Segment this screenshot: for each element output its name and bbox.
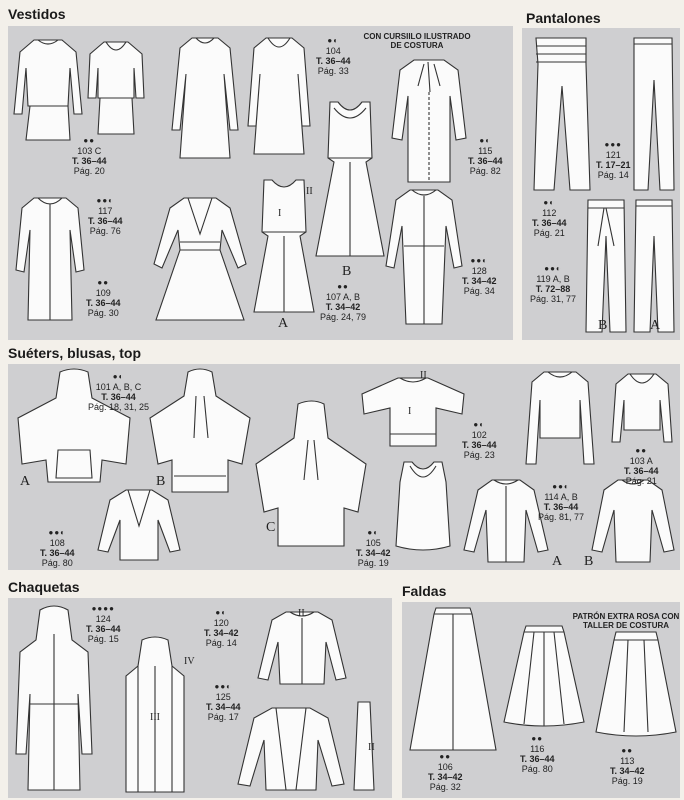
label-119: ●●◐ 119 A, B T. 72–88 Pág. 31, 77 xyxy=(530,264,577,304)
letter-107-b: B xyxy=(342,264,352,279)
garment-103a-back xyxy=(610,370,674,450)
label-125: ●●◐ 125 T. 34–44 Pág. 17 xyxy=(206,682,241,722)
label-108: ●●◐ 108 T. 36–44 Pág. 80 xyxy=(40,528,75,568)
letter-107-a: A xyxy=(278,316,289,331)
note-curso: CON CURSIILO ILUSTRADO DE COSTURA xyxy=(363,32,471,50)
letter-114-a: A xyxy=(552,554,563,569)
label-103c: ●● 103 C T. 36–44 Pág. 20 xyxy=(72,136,107,176)
garment-106 xyxy=(408,604,498,754)
garment-116 xyxy=(502,622,586,728)
garment-103c-back xyxy=(86,38,146,138)
label-120: ●◐ 120 T. 34–42 Pág. 14 xyxy=(204,608,239,648)
section-title-sueteres: Suéters, blusas, top xyxy=(8,345,142,361)
garment-107a xyxy=(252,176,316,316)
garment-102 xyxy=(358,372,468,452)
garment-115 xyxy=(390,56,468,186)
label-116: ●● 116 T. 36–44 Pág. 80 xyxy=(520,734,555,774)
section-title-chaquetas: Chaquetas xyxy=(8,579,80,595)
piece-107-i: I xyxy=(278,208,282,219)
garment-125 xyxy=(236,704,346,794)
label-113: ●● 113 T. 34–42 Pág. 19 xyxy=(610,746,645,786)
label-101: ●◐ 101 A, B, C T. 36–44 Pág. 18, 31, 25 xyxy=(88,372,150,412)
piece-120-ii: II xyxy=(298,608,305,619)
letter-101-b: B xyxy=(156,474,166,489)
garment-103a-front xyxy=(524,368,596,468)
garment-119a xyxy=(632,196,676,336)
label-103a: ●● 103 A T. 36–44 Pág. 21 xyxy=(624,446,659,486)
garment-117b xyxy=(150,194,250,324)
garment-121-front xyxy=(530,34,592,194)
label-112: ●◐ 112 T. 36–44 Pág. 21 xyxy=(532,198,567,238)
garment-105 xyxy=(392,458,454,554)
letter-119-a: A xyxy=(650,318,661,333)
garment-128 xyxy=(384,186,464,328)
garment-109 xyxy=(14,194,86,324)
label-102: ●◐ 102 T. 36–44 Pág. 23 xyxy=(462,420,497,460)
garment-108 xyxy=(96,486,182,564)
garment-117-front xyxy=(170,34,240,162)
letter-114-b: B xyxy=(584,554,594,569)
piece-102-ii: II xyxy=(420,370,427,381)
garment-107b xyxy=(314,98,386,260)
label-124: ●●●● 124 T. 36–44 Pág. 15 xyxy=(86,604,121,644)
label-117: ●●◐ 117 T. 36–44 Pág. 76 xyxy=(88,196,123,236)
piece-125-ii: II xyxy=(368,742,375,753)
letter-119-b: B xyxy=(598,318,608,333)
garment-114b xyxy=(590,476,676,566)
section-title-pantalones: Pantalones xyxy=(526,10,601,26)
label-104: ●◐ 104 T. 36–44 Pág. 33 xyxy=(316,36,351,76)
label-106: ●● 106 T. 34–42 Pág. 32 xyxy=(428,752,463,792)
label-115: ●◐ 115 T. 36–44 Pág. 82 xyxy=(468,136,503,176)
section-title-faldas: Faldas xyxy=(402,583,447,599)
garment-103c xyxy=(12,34,84,144)
garment-124 xyxy=(14,604,94,794)
garment-120 xyxy=(256,608,348,688)
label-114: ●●◐ 114 A, B T. 36–44 Pág. 81, 77 xyxy=(538,482,585,522)
piece-102-i: I xyxy=(408,406,412,417)
piece-124-iii: III xyxy=(150,712,160,723)
piece-107-ii: II xyxy=(306,186,313,197)
garment-117-back xyxy=(246,34,312,158)
label-109: ●● 109 T. 36–44 Pág. 30 xyxy=(86,278,121,318)
label-121: ●●● 121 T. 17–21 Pág. 14 xyxy=(596,140,631,180)
letter-101-a: A xyxy=(20,474,31,489)
garment-121-back xyxy=(630,34,676,194)
letter-101-c: C xyxy=(266,520,276,535)
piece-124-iv: IV xyxy=(184,656,195,667)
garment-119b xyxy=(584,196,628,336)
note-patron: PATRÓN EXTRA ROSA CON TALLER DE COSTURA xyxy=(572,612,680,630)
section-title-vestidos: Vestidos xyxy=(8,6,66,22)
garment-113 xyxy=(594,628,678,740)
label-105: ●◐ 105 T. 34–42 Pág. 19 xyxy=(356,528,391,568)
label-107: ●● 107 A, B T. 34–42 Pág. 24, 79 xyxy=(320,282,367,322)
label-128: ●●◐ 128 T. 34–42 Pág. 34 xyxy=(462,256,497,296)
